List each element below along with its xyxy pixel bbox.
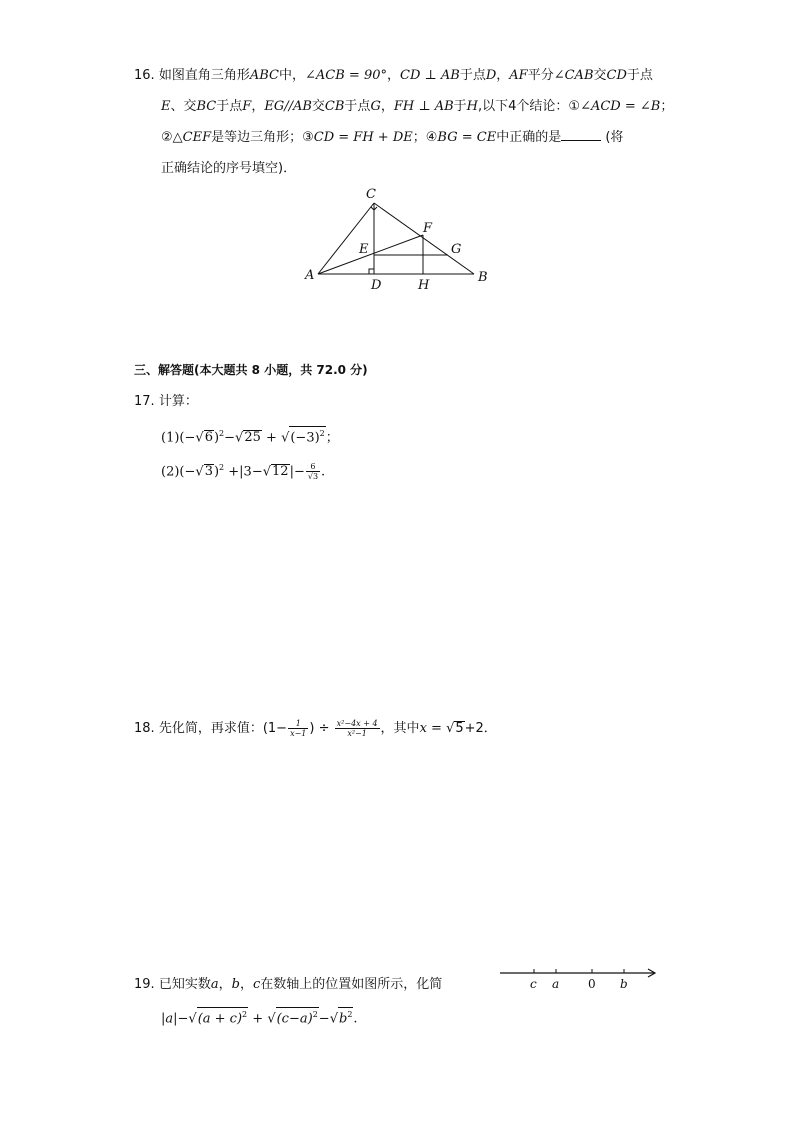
label-d: D <box>371 278 382 293</box>
q16-line-2: E、交BC于点F，EG//AB交CB于点G，FH ⊥ AB于H,以下4个结论：①∠ACD = ∠B； <box>161 99 674 114</box>
label-a: A <box>305 268 315 283</box>
triangle-figure <box>300 183 500 293</box>
fraction: $\frac{1}{x-1}$ <box>290 719 307 738</box>
label-h: H <box>418 278 430 293</box>
label-c: C <box>366 187 376 202</box>
label-f: F <box>423 221 433 236</box>
fraction: $\frac{6}{√3}$ <box>307 462 319 482</box>
segment-cb <box>374 203 474 274</box>
answer-blank[interactable] <box>561 128 601 141</box>
label-b: B <box>478 270 488 285</box>
label-g: G <box>451 242 462 257</box>
q17-line: 17. 计算： <box>134 394 198 409</box>
q17-part-2: $(2)(-√3)^2 +|3-√12|-$ $\frac{6}{√3}$ . <box>161 462 326 482</box>
label-e: E <box>359 242 369 257</box>
q19-line-1: 19. 已知实数a，b，c在数轴上的位置如图所示，化简 <box>134 977 443 992</box>
label-a: a <box>552 977 560 991</box>
section-3-heading: 三、解答题(本大题共 8 小题，共 72.0 分) <box>134 363 368 377</box>
q18-line: 18. 先化简，再求值：(1− $\frac{1}{x-1}$ ) ÷ $\frac{\text{x²−4x + 4}}{\text{x²−1}}$ ，其中x = √5+2． <box>134 719 497 738</box>
number-line <box>496 962 662 994</box>
q16-number: 16. <box>134 68 155 83</box>
q16-line-1: 16. 如图直角三角形ABC中，∠ACB = 90°，CD ⊥ AB于点D，AF平分∠CAB交CD于点 <box>134 68 653 83</box>
q16-line-4: 正确结论的序号填空)． <box>161 161 297 176</box>
label-zero: 0 <box>588 977 596 991</box>
q17-part-1: $(1)(-√6)^2-√25 + √(-3)^2$； <box>161 424 339 448</box>
label-c: c <box>530 977 537 991</box>
q19-line-2: $|a|-√(a + c)^2 + √(c-a)^2-√b^2$. <box>161 1007 358 1029</box>
right-angle-d <box>369 269 374 274</box>
label-b: b <box>620 977 628 991</box>
fraction: $\frac{\text{x²−4x + 4}}{\text{x²−1}}$ <box>336 719 378 738</box>
q16-line-3: ②△CEF是等边三角形；③CD = FH + DE；④BG = CE中正确的是 (将 <box>161 130 624 145</box>
